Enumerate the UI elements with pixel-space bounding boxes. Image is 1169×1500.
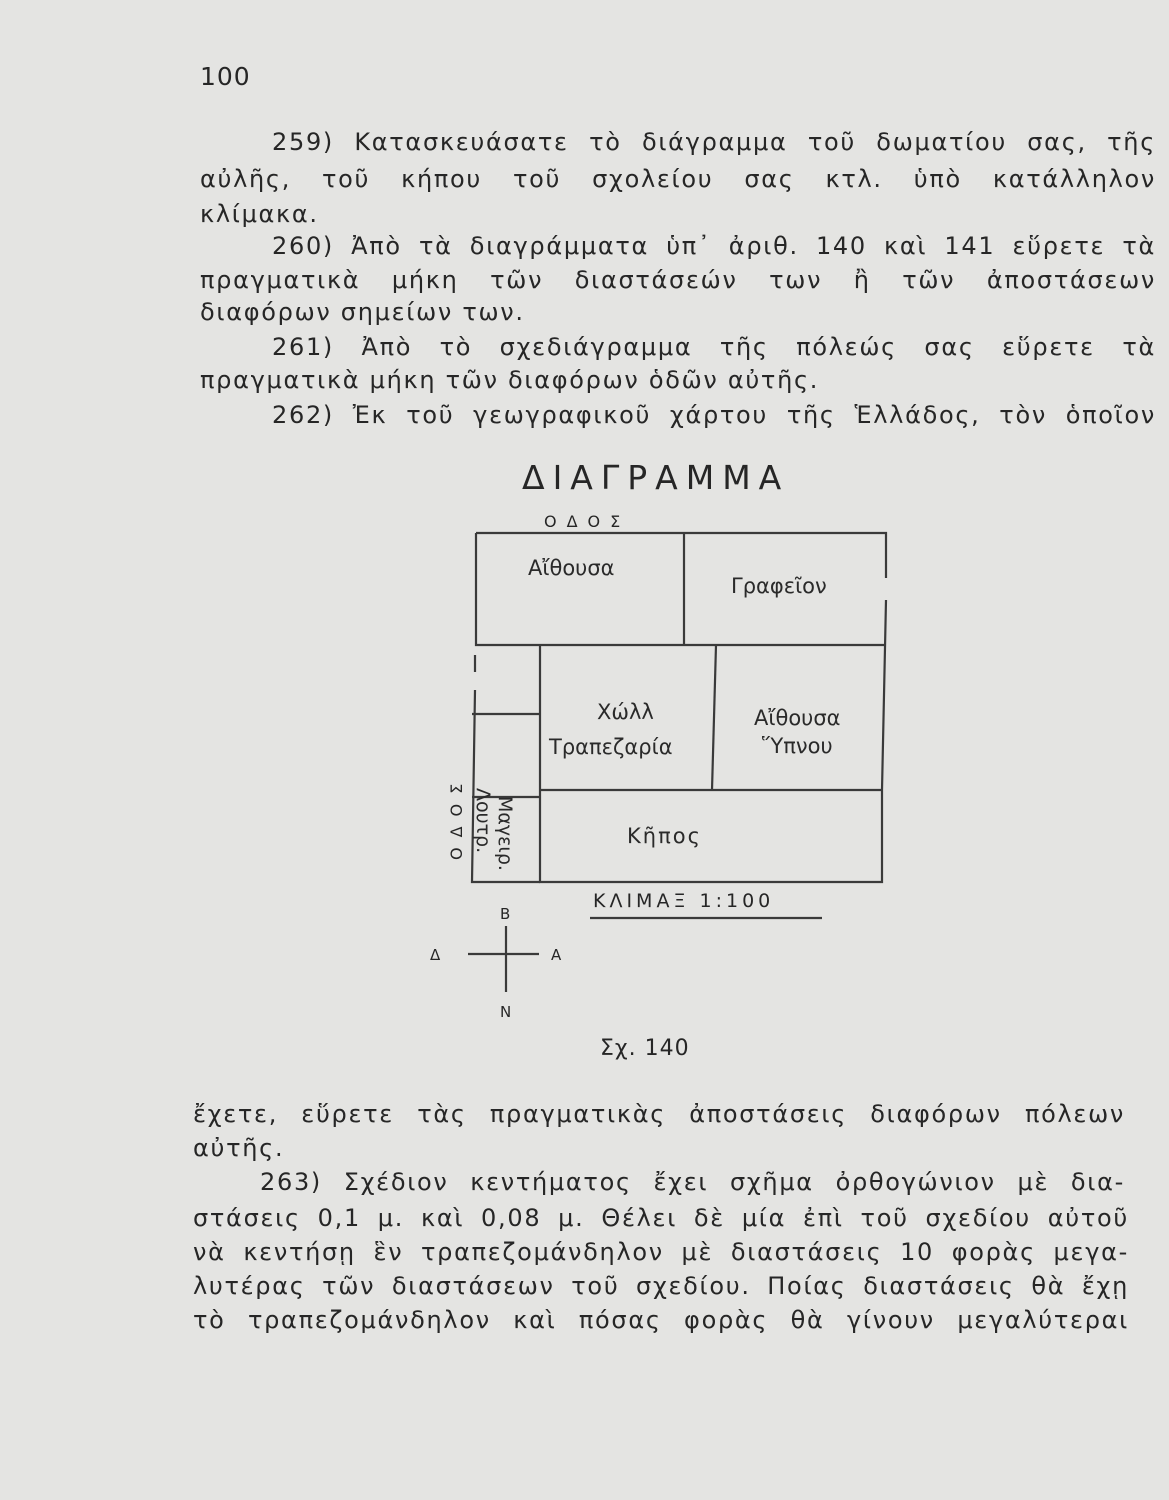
exercise-263-line-1: 263) Σχέδιον κεντήματος ἔχει σχῆμα ὀρθογώνιον μὲ δια-	[260, 1168, 1125, 1196]
exercise-259-line-2: αὐλῆς, τοῦ κήπου τοῦ σχολείου σας κτλ. ὑπὸ κατάλληλον	[200, 165, 1156, 193]
exercise-262-line-3: αὐτῆς.	[193, 1134, 285, 1162]
hall-bedroom-divider	[712, 645, 716, 790]
compass-south-label: Ν	[500, 1003, 512, 1021]
street-label-left: ΟΔΟΣ	[447, 773, 466, 860]
room-aithousa: Αἴθουσα	[528, 556, 615, 580]
compass-north-label: Β	[500, 905, 511, 923]
exercise-260-line-2: πραγματικὰ μήκη τῶν διαστάσεών των ἢ τῶν ἀποστάσεων	[200, 266, 1156, 294]
room-grafeion: Γραφεῖον	[731, 574, 827, 598]
side-rooms-dividers	[472, 714, 540, 797]
exercise-263-line-2: στάσεις 0,1 μ. καὶ 0,08 μ. Θέλει δὲ μία ἐπὶ τοῦ σχεδίου αὐτοῦ	[193, 1204, 1129, 1232]
scale-label: ΚΛΙΜΑΞ 1:100	[593, 890, 775, 912]
exercise-263-line-4: λυτέρας τῶν διαστάσεων τοῦ σχεδίου. Ποίας διαστάσεις θὰ ἔχῃ	[193, 1272, 1129, 1300]
room-kipos: Κῆπος	[627, 824, 702, 848]
compass-east-label: Α	[551, 946, 562, 964]
figure-caption: Σχ. 140	[600, 1036, 690, 1061]
room-loutro: Λουτρ.	[472, 788, 494, 854]
room-mageireio: Μαγειρ.	[494, 796, 516, 871]
exercise-263-line-3: νὰ κεντήσῃ ἓν τραπεζομάνδηλον μὲ διαστάσεις 10 φορὰς μεγα-	[193, 1238, 1129, 1266]
back-block-outline	[540, 645, 882, 882]
diagram-title: ΔΙΑΓΡΑΜΜΑ	[522, 458, 790, 497]
exercise-262-line-2: ἔχετε, εὕρετε τὰς πραγματικὰς ἀποστάσεις διαφόρων πόλεων	[193, 1100, 1125, 1128]
exercise-262-line-1: 262) Ἐκ τοῦ γεωγραφικοῦ χάρτου τῆς Ἑλλάδος, τὸν ὁποῖον	[272, 401, 1156, 429]
exercise-259-line-1: 259) Κατασκευάσατε τὸ διάγραμμα τοῦ δωματίου σας, τῆς	[272, 128, 1156, 156]
page-number: 100	[200, 62, 251, 91]
exercise-260-line-1: 260) Ἀπὸ τὰ διαγράμματα ὑπ᾽ ἀριθ. 140 καὶ 141 εὕρετε τὰ	[272, 232, 1156, 260]
room-aithousa-ypnou-line-1: Αἴθουσα	[754, 706, 841, 730]
street-label-top: ΟΔΟΣ	[544, 512, 631, 531]
exercise-260-line-3: διαφόρων σημείων των.	[200, 298, 525, 326]
exercise-259-line-3: κλίμακα.	[200, 200, 319, 228]
compass-cross	[468, 926, 539, 992]
exercise-261-line-2: πραγματικὰ μήκη τῶν διαφόρων ὁδῶν αὐτῆς.	[200, 366, 820, 394]
room-hall: Χώλλ	[597, 700, 654, 724]
compass-west-label: Δ	[430, 946, 441, 964]
room-trapezaria: Τραπεζαρία	[549, 735, 673, 759]
room-aithousa-ypnou-line-2: Ὕπνου	[762, 734, 833, 758]
exercise-263-line-5: τὸ τραπεζομάνδηλον καὶ πόσας φορὰς θὰ γίνουν μεγαλύτεραι	[193, 1306, 1129, 1334]
exercise-261-line-1: 261) Ἀπὸ τὸ σχεδιάγραμμα τῆς πόλεώς σας εὕρετε τὰ	[272, 333, 1156, 361]
